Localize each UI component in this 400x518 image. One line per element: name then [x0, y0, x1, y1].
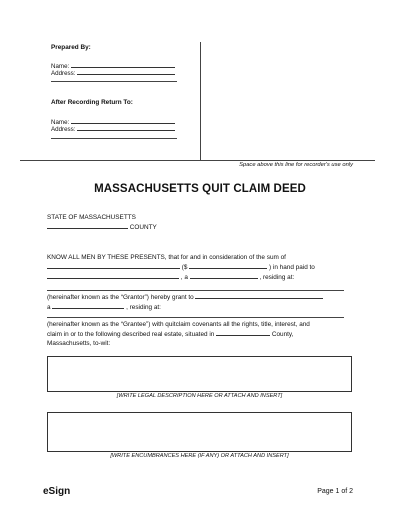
- county-row: [47, 222, 157, 232]
- consideration-line1: KNOW ALL MEN BY THESE PRESENTS, that for and in consideration of the sum of: [47, 254, 286, 261]
- grantee-line1: (hereinafter known as the “Grantee”) with quitclaim covenants all the rights, title, interest, and: [47, 321, 310, 328]
- return-to-address-label: Address:: [51, 126, 76, 133]
- grantee-line3: Massachusetts, to-wit:: [47, 340, 111, 347]
- grantee-paragraph: [47, 320, 367, 348]
- grantor-paragraph: [47, 292, 357, 312]
- prepared-by-address-line2[interactable]: [51, 81, 177, 82]
- prepared-by-address-field[interactable]: [77, 68, 175, 75]
- return-to-name-label: Name:: [51, 119, 70, 126]
- prepared-by-address-row: [51, 68, 175, 77]
- grantor-line1: [47, 292, 357, 302]
- county-suffix: County,: [271, 331, 294, 338]
- consideration-amount-field[interactable]: [189, 262, 267, 269]
- grantor-line2: [47, 302, 357, 312]
- grantee-residing-label: , residing at:: [126, 304, 161, 311]
- return-to-address-line2[interactable]: [51, 138, 177, 139]
- grantor-residing-label: , residing at:: [259, 274, 295, 281]
- grantor-status-field[interactable]: [190, 272, 258, 279]
- grantee-status-field[interactable]: [52, 302, 124, 309]
- return-to-address-row: [51, 124, 175, 133]
- page-title: MASSACHUSETTS QUIT CLAIM DEED: [94, 183, 306, 195]
- return-to-name-field[interactable]: [71, 117, 175, 124]
- return-to-address-field[interactable]: [77, 124, 175, 131]
- situated-county-field[interactable]: [216, 329, 270, 336]
- grantor-a-label: , a: [180, 274, 188, 281]
- consideration-paragraph: [47, 253, 357, 282]
- hand-paid-label: ) in hand paid to: [269, 264, 315, 271]
- esign-logo: eSign: [43, 486, 71, 497]
- grantee-name-field[interactable]: [195, 292, 323, 299]
- recorder-line: [20, 160, 375, 161]
- grantee-address-line[interactable]: [47, 317, 344, 318]
- legal-description-caption: [WRITE LEGAL DESCRIPTION HERE OR ATTACH AND INSERT]: [116, 393, 283, 399]
- recorder-divider: [200, 42, 201, 160]
- page-number: Page 1 of 2: [317, 488, 353, 495]
- grantor-grant-text: (hereinafter known as the “Grantor”) hereby grant to: [47, 294, 194, 301]
- county-label: COUNTY: [129, 224, 157, 231]
- grantor-name-field[interactable]: [47, 272, 179, 279]
- grantee-a-label: a: [47, 304, 51, 311]
- return-to-heading: After Recording Return To:: [51, 99, 133, 106]
- grantee-line2: [47, 329, 367, 339]
- consideration-amount-words-field[interactable]: [47, 262, 180, 269]
- recorder-note: Space above this line for recorder's use only: [239, 162, 353, 168]
- prepared-by-name-field[interactable]: [71, 61, 175, 68]
- consideration-line3: [47, 272, 357, 282]
- grantee-line2-text: claim in or to the following described real estate, situated in: [47, 331, 215, 338]
- grantor-address-line[interactable]: [47, 290, 344, 291]
- prepared-by-name-label: Name:: [51, 63, 70, 70]
- county-field[interactable]: [47, 222, 128, 229]
- state-line: STATE OF MASSACHUSETTS: [47, 214, 136, 221]
- encumbrances-caption: [WRITE ENCUMBRANCES HERE (IF ANY) OR ATTACH AND INSERT]: [110, 453, 289, 459]
- encumbrances-box[interactable]: [47, 412, 352, 452]
- legal-description-box[interactable]: [47, 356, 352, 392]
- prepared-by-heading: Prepared By:: [51, 44, 91, 51]
- consideration-line2: [47, 262, 357, 272]
- prepared-by-address-label: Address:: [51, 70, 76, 77]
- dollar-prefix: ($: [181, 264, 188, 271]
